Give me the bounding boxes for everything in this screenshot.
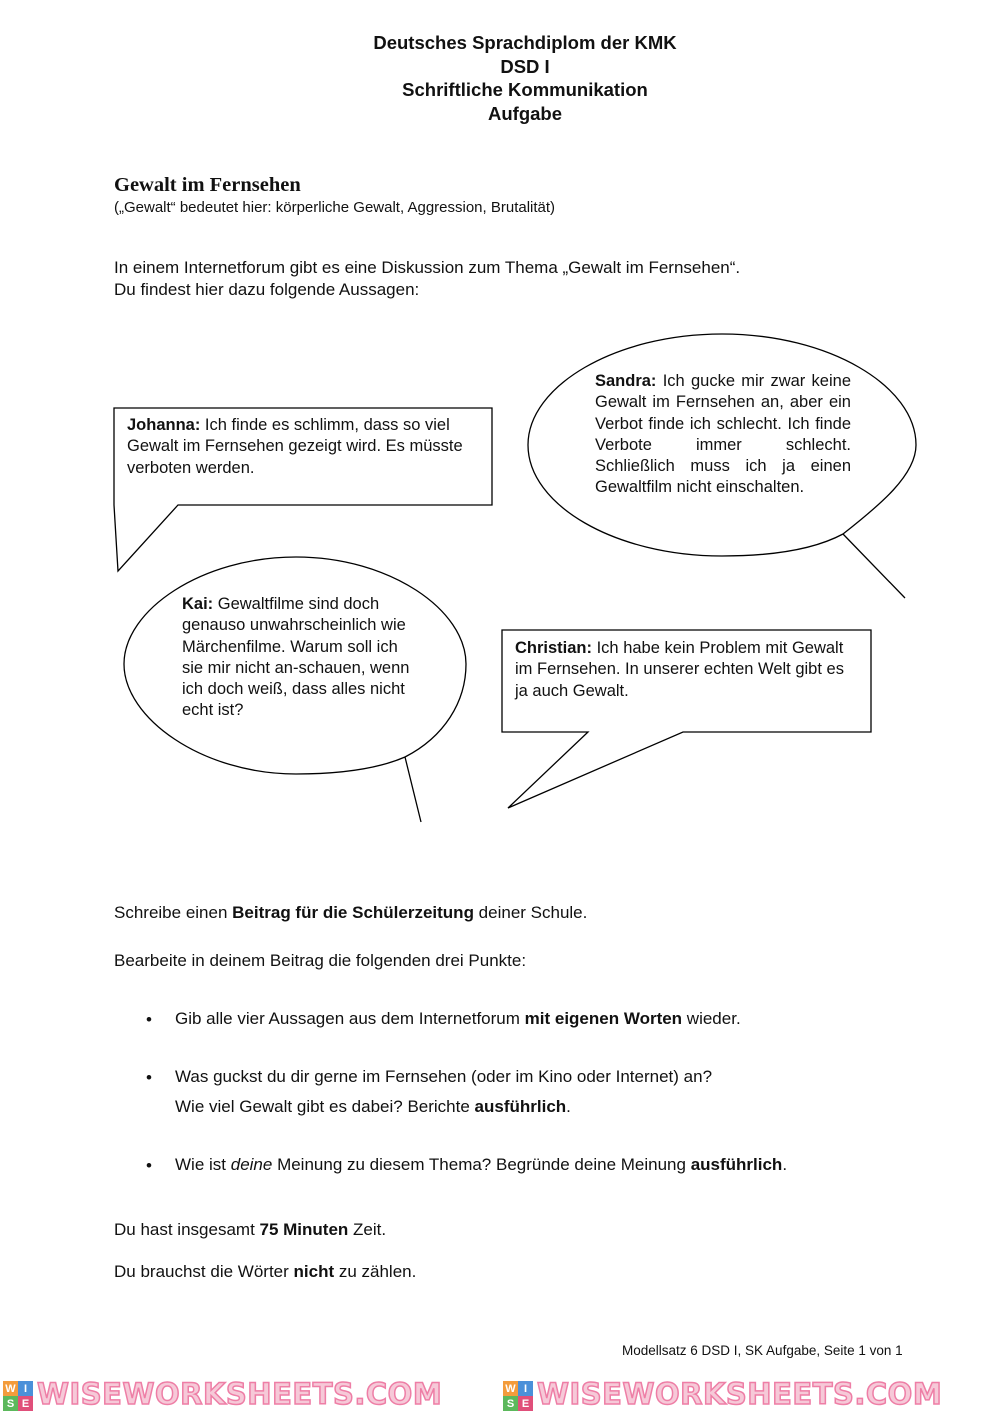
task-words-bold: nicht <box>293 1262 335 1281</box>
watermark-logo-1 <box>3 1381 33 1411</box>
intro-line-1: In einem Internetforum gibt es eine Diskussion zum Thema „Gewalt im Fernsehen“. <box>114 258 741 277</box>
task-time-bold: 75 Minuten <box>259 1220 349 1239</box>
statement-christian-text: Ich habe kein Problem mit Gewalt im Fernsehen. In unserer echten Welt gibt es ja auch Gewalt. <box>515 639 844 700</box>
logo-letter-w: W <box>503 1381 518 1396</box>
logo-letter-e: E <box>518 1396 533 1411</box>
task-point-3-bold: ausführlich <box>690 1155 783 1174</box>
page-subtitle: („Gewalt“ bedeutet hier: körperliche Gewalt, Aggression, Brutalität) <box>114 199 556 216</box>
task-words-pre: Du brauchst die Wörter <box>114 1262 294 1281</box>
speaker-sandra: Sandra: <box>595 372 657 390</box>
header-line-1: Deutsches Sprachdiplom der KMK <box>373 32 677 53</box>
logo-letter-s: S <box>3 1396 18 1411</box>
page-title: Gewalt im Fernsehen <box>114 174 301 196</box>
watermark-logo-2 <box>503 1381 533 1411</box>
task-write-bold: Beitrag für die Schülerzeitung <box>232 903 474 922</box>
speaker-johanna: Johanna: <box>127 416 201 434</box>
task-time <box>114 1220 386 1240</box>
task-edit: Bearbeite in deinem Beitrag die folgenden drei Punkte: <box>114 951 527 970</box>
task-point-3-mid: Meinung zu diesem Thema? Begründe deine Meinung <box>272 1155 691 1174</box>
task-point-2-post: . <box>566 1097 571 1116</box>
speaker-christian: Christian: <box>515 639 593 657</box>
task-point-2-line-1: Was guckst du dir gerne im Fernsehen (oder im Kino oder Internet) an? <box>175 1067 713 1086</box>
task-write-pre: Schreibe einen <box>114 903 233 922</box>
intro-line-2: Du findest hier dazu folgende Aussagen: <box>114 280 420 299</box>
task-point-2-line-2 <box>175 1092 712 1122</box>
task-point-3-pre: Wie ist <box>175 1155 231 1174</box>
logo-letter-w: W <box>3 1381 18 1396</box>
task-write-post: deiner Schule. <box>473 903 588 922</box>
logo-letter-i: I <box>518 1381 533 1396</box>
task-words <box>114 1262 416 1282</box>
task-write <box>114 903 587 923</box>
statement-sandra-text: Ich gucke mir zwar keine Gewalt im Fernsehen an, aber ein Verbot finde ich schlecht. Ich finde Verbote immer schlecht. Schließlich muss ich ja einen Gewaltfilm nicht einschalten. <box>595 372 851 497</box>
page-footer: Modellsatz 6 DSD I, SK Aufgabe, Seite 1 von 1 <box>622 1343 903 1358</box>
task-point-1 <box>175 1004 741 1034</box>
task-point-1-pre: Gib alle vier Aussagen aus dem Internetforum <box>175 1009 525 1028</box>
bullet-1: • <box>146 1010 152 1029</box>
task-point-2-pre: Wie viel Gewalt gibt es dabei? Berichte <box>175 1097 475 1116</box>
watermark-text-2: WISEWORKSHEETS.COM <box>537 1377 943 1411</box>
statement-kai <box>182 594 412 722</box>
statement-kai-text: Gewaltfilme sind doch genauso unwahrscheinlich wie Märchenfilme. Warum soll ich sie mir nicht an-schauen, wenn ich doch weiß, dass alles nicht echt ist? <box>182 595 410 720</box>
header-line-2: DSD I <box>500 55 550 77</box>
logo-letter-s: S <box>503 1396 518 1411</box>
statement-sandra <box>595 371 851 499</box>
header-line-3: Schriftliche Kommunikation <box>402 79 648 100</box>
task-time-pre: Du hast insgesamt <box>114 1220 260 1239</box>
bullet-2: • <box>146 1068 152 1087</box>
bullet-3: • <box>146 1156 152 1175</box>
watermark-text-1: WISEWORKSHEETS.COM <box>37 1377 443 1411</box>
task-point-2 <box>175 1062 712 1122</box>
statement-christian <box>515 638 860 702</box>
task-point-3 <box>175 1150 787 1180</box>
statement-johanna <box>127 415 482 479</box>
task-time-post: Zeit. <box>348 1220 387 1239</box>
task-point-1-post: wieder. <box>682 1009 741 1028</box>
watermark-bar <box>0 1379 1000 1413</box>
speaker-kai: Kai: <box>182 595 214 613</box>
statement-johanna-text: Ich finde es schlimm, dass so viel Gewalt im Fernsehen gezeigt wird. Es müsste verboten werden. <box>127 416 463 477</box>
logo-letter-e: E <box>18 1396 33 1411</box>
header-line-4: Aufgabe <box>488 102 562 124</box>
task-point-2-bold: ausführlich <box>474 1097 567 1116</box>
task-point-1-bold: mit eigenen Worten <box>524 1009 683 1028</box>
task-words-post: zu zählen. <box>334 1262 417 1281</box>
task-point-3-post: . <box>782 1155 788 1174</box>
logo-letter-i: I <box>18 1381 33 1396</box>
task-point-3-italic: deine <box>230 1155 273 1174</box>
